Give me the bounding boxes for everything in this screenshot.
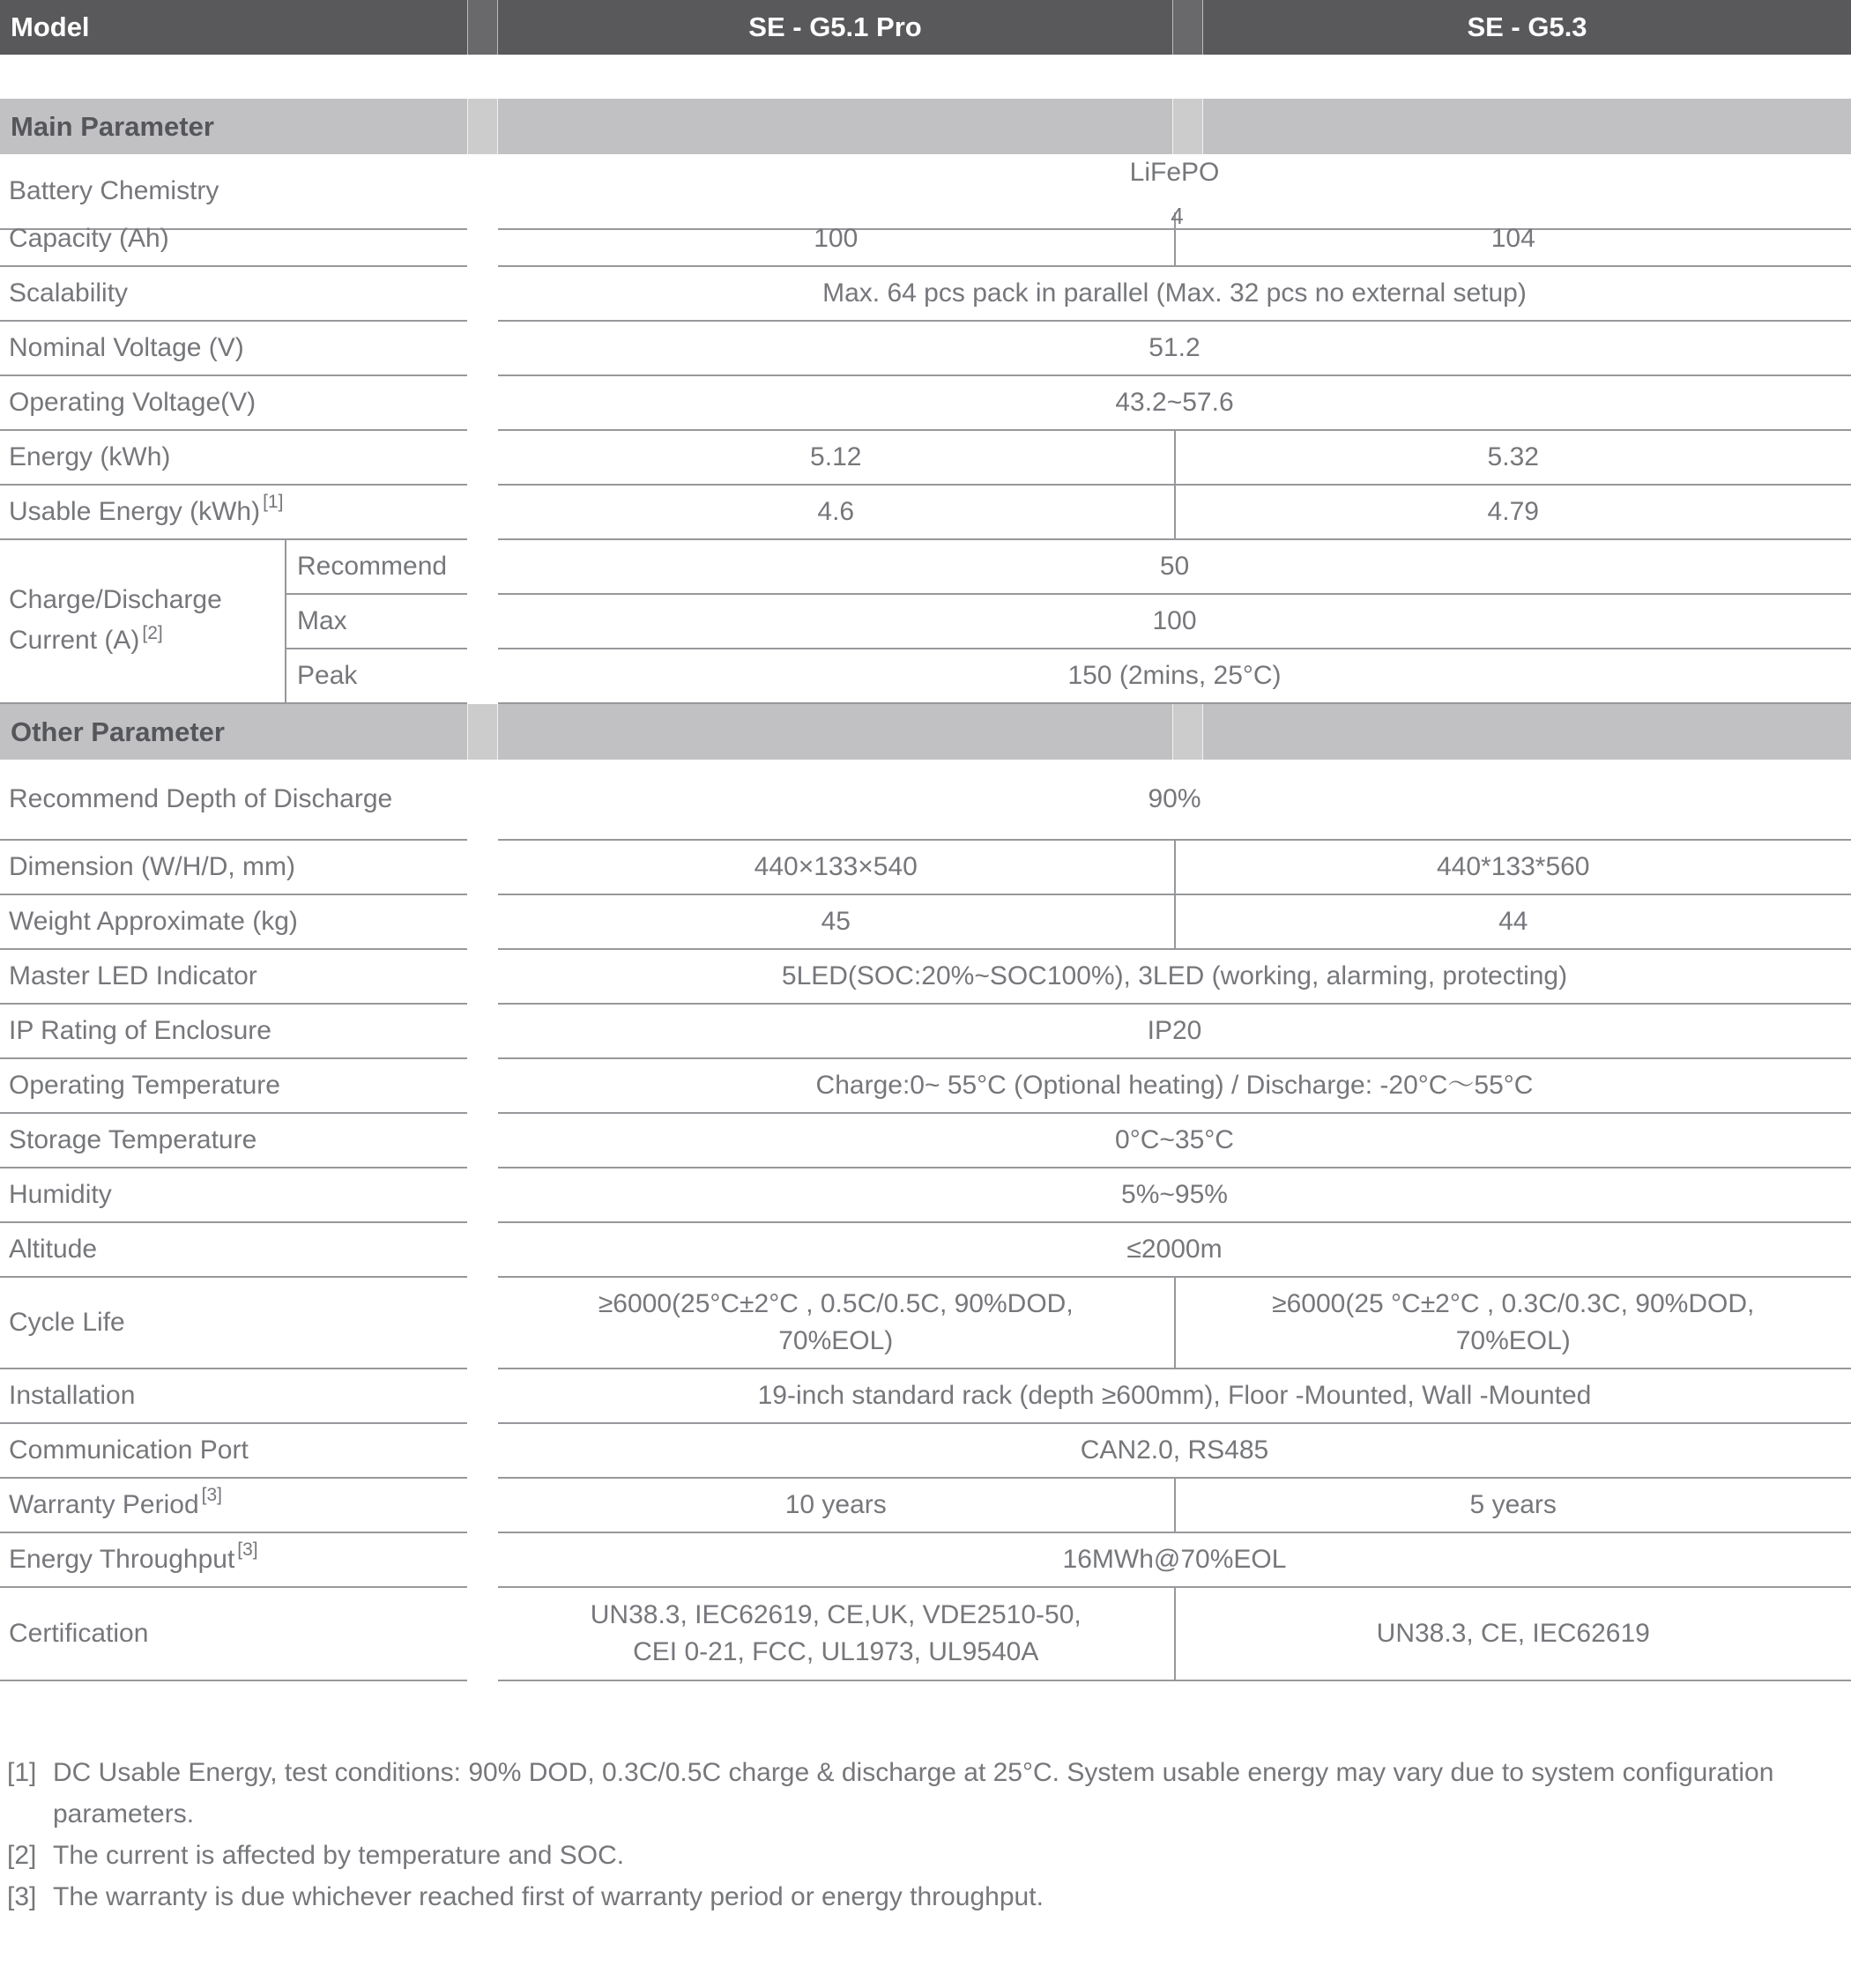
spec-row (0, 486, 1851, 540)
footnote-text: The warranty is due whichever reached first of warranty period or energy throughput. (53, 1882, 1044, 1911)
header-divider-strip (1172, 0, 1203, 55)
spec-row (0, 154, 1851, 229)
label-text: Installation (9, 1381, 136, 1410)
footnotes (0, 1752, 1825, 1918)
row-label (0, 1059, 467, 1114)
value-area (498, 267, 1851, 322)
value-cell-both (498, 376, 1851, 429)
charge-discharge-group (0, 540, 1851, 704)
label-text: Operating Voltage(V) (9, 388, 256, 417)
column-gap (467, 1533, 498, 1588)
label-text: Peak (297, 661, 358, 690)
section-divider-strip (467, 704, 498, 760)
spec-row (0, 895, 1851, 950)
model-label: Model (11, 11, 90, 42)
label-text: Nominal Voltage (V) (9, 333, 244, 362)
column-gap (467, 1588, 498, 1681)
footnote-marker: [1] (7, 1758, 37, 1787)
value-text: 16MWh@70%EOL (1062, 1545, 1287, 1574)
value-area (498, 486, 1851, 540)
section-title-text: Other Parameter (11, 716, 225, 747)
value-cell-g53 (1174, 431, 1851, 484)
value-line: UN38.3, IEC62619, CE,UK, VDE2510-50, (590, 1600, 1082, 1629)
spec-row (0, 212, 1851, 267)
row-label (0, 322, 467, 376)
value-text: 440×133×540 (754, 852, 918, 881)
column-gap (467, 895, 498, 950)
value-cell-g53 (1174, 486, 1851, 538)
row-label (0, 895, 467, 950)
value-area (498, 1223, 1851, 1278)
label-text: Current (A) (9, 625, 140, 655)
value-text: 19-inch standard rack (depth ≥600mm), Floor -Mounted, Wall -Mounted (757, 1381, 1592, 1410)
value-text: CAN2.0, RS485 (1080, 1435, 1269, 1465)
model-g51pro-label: SE - G5.1 Pro (748, 11, 922, 42)
header-divider-strip (467, 0, 498, 55)
spec-row (0, 1059, 1851, 1114)
column-gap (467, 595, 498, 649)
row-label (0, 950, 467, 1005)
value-text: IP20 (1147, 1016, 1202, 1045)
label-text: Recommend Depth of Discharge (9, 784, 393, 813)
value-text: 440*133*560 (1436, 852, 1590, 881)
column-gap (467, 212, 498, 267)
section-header (0, 704, 1851, 760)
row-label (0, 1005, 467, 1059)
spec-table-body (0, 99, 1851, 1681)
value-cell-both (498, 760, 1851, 839)
spec-row (0, 1114, 1851, 1168)
column-gap (467, 760, 498, 841)
column-gap (467, 1424, 498, 1479)
footnote (7, 1752, 1825, 1835)
column-gap (467, 267, 498, 322)
value-area (498, 1278, 1851, 1369)
value-text: 50 (1159, 552, 1190, 581)
section-divider-strip (1172, 704, 1203, 760)
column-gap (467, 1005, 498, 1059)
column-gap (467, 649, 498, 704)
row-label (0, 267, 467, 322)
spec-row (0, 322, 1851, 376)
value-cell-g51pro (498, 1479, 1174, 1532)
value-line: ≥6000(25°C±2°C , 0.5C/0.5C, 90%DOD, (598, 1289, 1074, 1318)
value-text: 10 years (784, 1490, 887, 1519)
value-text: 44 (1498, 907, 1528, 936)
row-label-line (9, 620, 285, 664)
spec-row (0, 1533, 1851, 1588)
value-text: 4.6 (817, 497, 855, 526)
value-cell-both (498, 649, 1851, 704)
spec-row (0, 1278, 1851, 1369)
value-text: Max. 64 pcs pack in parallel (Max. 32 pcs no external setup) (822, 278, 1527, 308)
section-fill (1203, 99, 1851, 154)
value-cell-g51pro (498, 841, 1174, 894)
value-cell-both (498, 322, 1851, 375)
value-line: 70%EOL) (778, 1326, 894, 1355)
section-fill (498, 704, 1172, 760)
subrow-label (286, 540, 467, 595)
value-cell-both (498, 1059, 1851, 1112)
value-cell-g51pro (498, 1588, 1174, 1680)
spec-row (0, 431, 1851, 486)
footnote-marker: [2] (7, 1841, 37, 1870)
value-area (498, 376, 1851, 431)
value-cell-g51pro (498, 1278, 1174, 1368)
spec-row (0, 950, 1851, 1005)
value-cell-g51pro (498, 212, 1174, 265)
row-label (0, 1369, 467, 1424)
row-label (0, 1479, 467, 1533)
value-text: 100 (1152, 606, 1197, 635)
section-title (0, 99, 467, 154)
value-area (498, 1424, 1851, 1479)
row-label-line (9, 580, 285, 620)
value-cell-both (498, 267, 1851, 320)
row-label (0, 1588, 467, 1681)
label-text: Capacity (Ah) (9, 224, 169, 253)
value-text: 90% (1148, 784, 1201, 813)
row-label (0, 1533, 467, 1588)
footnote-text: The current is affected by temperature and SOC. (53, 1841, 625, 1870)
spec-row (0, 1005, 1851, 1059)
label-text: Humidity (9, 1180, 112, 1209)
subrow-label (286, 649, 467, 704)
value-cell-both (498, 540, 1851, 595)
footnote-marker: [3] (7, 1882, 37, 1911)
value-text: 0°C~35°C (1115, 1125, 1234, 1154)
value-line: ≥6000(25 °C±2°C , 0.3C/0.3C, 90%DOD, (1272, 1289, 1755, 1318)
value-area (498, 760, 1851, 841)
value-cell-both (498, 1424, 1851, 1477)
footnote-ref: [3] (201, 1485, 222, 1505)
table-header-row (0, 0, 1851, 55)
row-label (0, 760, 467, 841)
value-cell-both (498, 1369, 1851, 1422)
label-text: Recommend (297, 552, 448, 581)
column-gap (467, 376, 498, 431)
value-text: 150 (2mins, 25°C) (1067, 661, 1282, 690)
value-text: ≤2000m (1126, 1235, 1223, 1264)
value-area (498, 1369, 1851, 1424)
spec-row (0, 1479, 1851, 1533)
value-area (498, 1479, 1851, 1533)
value-cell-both (498, 950, 1851, 1003)
value-text: LiFePO (1129, 158, 1220, 187)
spec-row (0, 1369, 1851, 1424)
column-gap (467, 1369, 498, 1424)
value-area (498, 1114, 1851, 1168)
label-text: Storage Temperature (9, 1125, 257, 1154)
label-text: Warranty Period (9, 1490, 199, 1519)
label-text: Master LED Indicator (9, 961, 257, 990)
value-area (498, 1533, 1851, 1588)
column-gap (467, 1223, 498, 1278)
label-text: Energy Throughput (9, 1545, 235, 1574)
column-gap (467, 950, 498, 1005)
row-label (0, 1424, 467, 1479)
spec-row (0, 1223, 1851, 1278)
footnote (7, 1876, 1825, 1918)
label-text: Certification (9, 1619, 149, 1648)
value-text: 5%~95% (1121, 1180, 1228, 1209)
row-label (0, 1223, 467, 1278)
model-g53-label: SE - G5.3 (1467, 11, 1587, 42)
label-text: Battery Chemistry (9, 176, 219, 205)
model-g53-header (1203, 0, 1851, 55)
label-text: Communication Port (9, 1435, 249, 1465)
value-text: 5 years (1469, 1490, 1557, 1519)
section-divider-strip (1172, 99, 1203, 154)
section-title (0, 704, 467, 760)
model-g51pro-header (498, 0, 1172, 55)
section-header (0, 99, 1851, 154)
column-gap (467, 1278, 498, 1369)
label-text: Charge/Discharge (9, 584, 222, 614)
value-cell-g53 (1174, 212, 1851, 265)
value-cell-g53 (1174, 841, 1851, 894)
value-cell-both (498, 1114, 1851, 1167)
value-area (498, 1168, 1851, 1223)
column-gap (467, 841, 498, 895)
value-cell-g53 (1174, 895, 1851, 948)
spec-row (0, 841, 1851, 895)
value-text: 5LED(SOC:20%~SOC100%), 3LED (working, alarming, protecting) (781, 961, 1568, 990)
value-text: 100 (814, 224, 859, 253)
label-text: Weight Approximate (kg) (9, 907, 298, 936)
label-text: Cycle Life (9, 1308, 125, 1337)
column-gap (467, 322, 498, 376)
value-text: 45 (821, 907, 851, 936)
value-cell-g53 (1174, 1588, 1851, 1680)
row-label (0, 1168, 467, 1223)
spec-row (0, 1588, 1851, 1681)
label-text: Energy (kWh) (9, 442, 171, 471)
column-gap (467, 431, 498, 486)
value-cell-both (498, 1223, 1851, 1276)
section-title-text: Main Parameter (11, 110, 214, 142)
column-gap (467, 1059, 498, 1114)
footnote-ref: [3] (237, 1539, 258, 1560)
label-text: Altitude (9, 1235, 98, 1264)
value-area (498, 950, 1851, 1005)
section-divider-strip (467, 99, 498, 154)
value-area (498, 1588, 1851, 1681)
value-area (498, 322, 1851, 376)
column-gap (467, 1168, 498, 1223)
spec-row (0, 1424, 1851, 1479)
column-gap (467, 1479, 498, 1533)
column-gap (467, 540, 498, 595)
label-text: Operating Temperature (9, 1071, 280, 1100)
footnote (7, 1835, 1825, 1876)
value-area (498, 431, 1851, 486)
row-label (0, 431, 467, 486)
subrow-label (286, 595, 467, 649)
value-text: UN38.3, CE, IEC62619 (1376, 1619, 1650, 1648)
section-fill (1203, 704, 1851, 760)
value-text: 104 (1490, 224, 1535, 253)
value-text: 5.32 (1487, 442, 1539, 471)
value-cell-g51pro (498, 431, 1174, 484)
value-area (498, 1059, 1851, 1114)
label-text: Usable Energy (kWh) (9, 497, 261, 526)
value-cell-g53 (1174, 1479, 1851, 1532)
column-gap (467, 486, 498, 540)
value-area (498, 895, 1851, 950)
value-cell-both (498, 1168, 1851, 1221)
footnote-ref: [1] (263, 492, 284, 512)
footnote-text: DC Usable Energy, test conditions: 90% DOD, 0.3C/0.5C charge & discharge at 25°C. System usable energy may vary due to system configuration parameters. (53, 1758, 1774, 1829)
row-label (0, 540, 286, 704)
spec-row (0, 760, 1851, 841)
column-gap (467, 1114, 498, 1168)
model-column-header (0, 0, 467, 55)
value-cell-g51pro (498, 486, 1174, 538)
value-cell-g51pro (498, 895, 1174, 948)
value-cell-both (498, 595, 1851, 649)
label-text: Max (297, 606, 347, 635)
value-text: 43.2~57.6 (1115, 388, 1234, 417)
row-label (0, 212, 467, 267)
spec-row (0, 267, 1851, 322)
value-line: CEI 0-21, FCC, UL1973, UL9540A (633, 1637, 1039, 1666)
row-label (0, 486, 467, 540)
value-text: 51.2 (1149, 333, 1201, 362)
value-area (498, 1005, 1851, 1059)
value-line: 70%EOL) (1455, 1326, 1571, 1355)
label-text: Dimension (W/H/D, mm) (9, 852, 296, 881)
header-spacer (0, 55, 1851, 99)
row-label (0, 1278, 467, 1369)
value-area (498, 841, 1851, 895)
value-text: 4.79 (1487, 497, 1539, 526)
value-cell-both (498, 1005, 1851, 1057)
label-text: IP Rating of Enclosure (9, 1016, 271, 1045)
value-cell-g53 (1174, 1278, 1851, 1368)
value-text: 5.12 (810, 442, 862, 471)
section-fill (498, 99, 1172, 154)
row-label (0, 841, 467, 895)
row-label (0, 1114, 467, 1168)
value-text: Charge:0~ 55°C (Optional heating) / Discharge: -20°C～55°C (815, 1071, 1534, 1100)
spec-row (0, 376, 1851, 431)
label-text: Scalability (9, 278, 129, 308)
row-label (0, 376, 467, 431)
subscript-number: 4 (1171, 203, 1184, 229)
value-cell-both (498, 1533, 1851, 1586)
spec-row (0, 1168, 1851, 1223)
footnote-ref: [2] (142, 622, 163, 643)
